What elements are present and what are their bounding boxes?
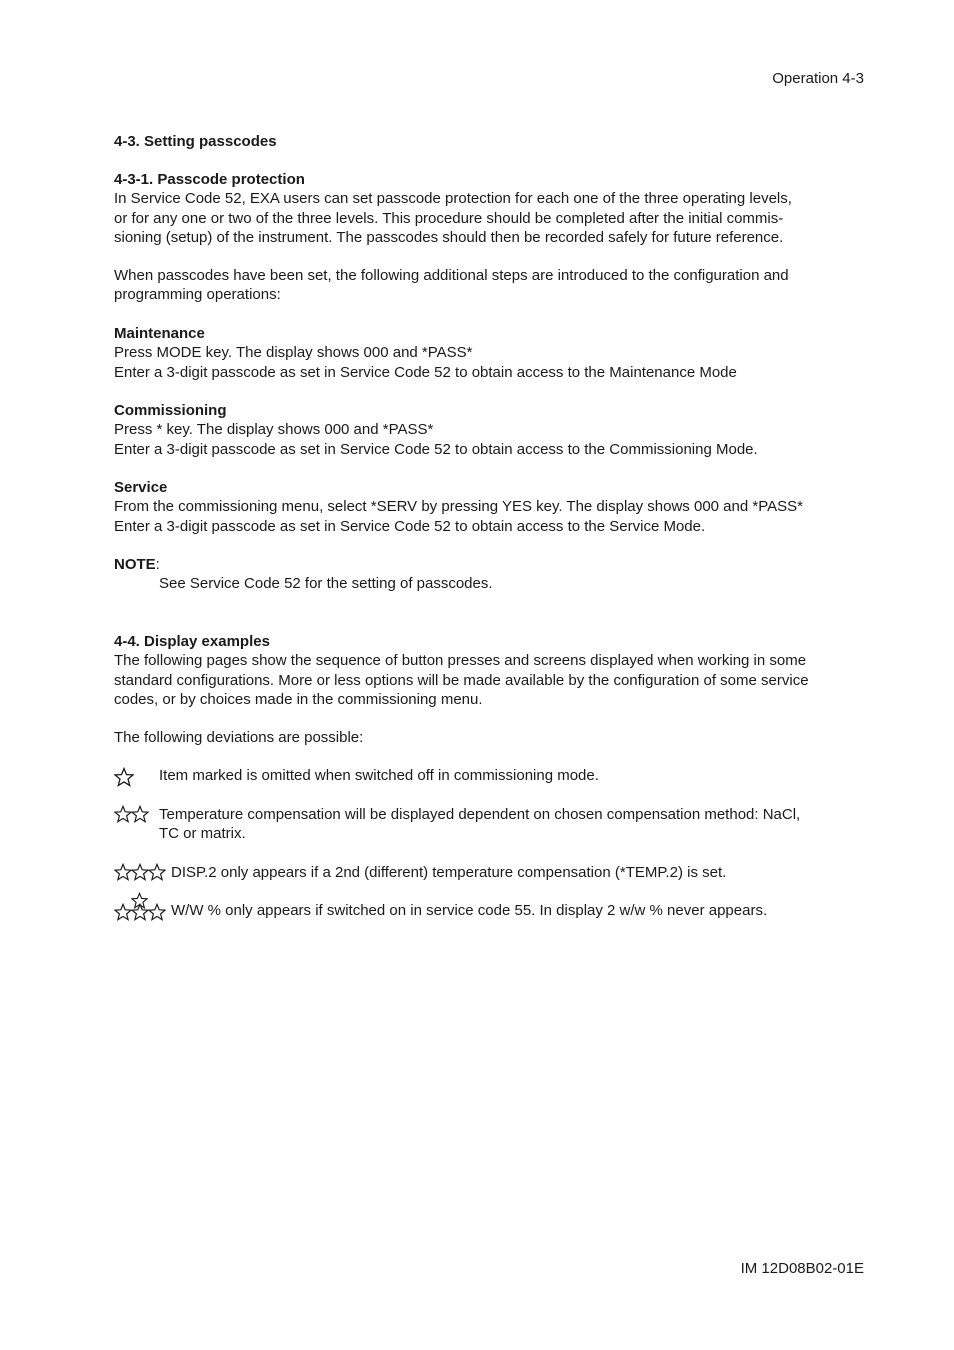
display-examples-heading: 4-4. Display examples (114, 633, 270, 650)
deviation-item: Item marked is omitted when switched off in commissioning mode. (114, 766, 866, 787)
note-text: See Service Code 52 for the setting of passcodes. (159, 575, 493, 593)
four-star-icon (114, 901, 171, 922)
deviation-item: DISP.2 only appears if a 2nd (different) temperature compensation (*TEMP.2) is set. (114, 863, 866, 883)
note-label: NOTE (114, 556, 156, 573)
maintenance-heading: Maintenance (114, 325, 205, 342)
document-number: IM 12D08B02-01E (740, 1260, 864, 1277)
deviation-item: Temperature compensation will be displayed dependent on chosen compensation method: NaCl, TC or matrix. (114, 805, 866, 844)
deviation-item: W/W % only appears if switched on in service code 55. In display 2 w/w % never appears. (114, 901, 866, 922)
note-colon: : (155, 556, 160, 573)
two-star-icon (114, 805, 159, 844)
passcode-protection-block (114, 170, 866, 247)
intro-line: sioning (setup) of the instrument. The passcodes should then be recorded safely for future reference. (114, 228, 784, 246)
commissioning-block: Commissioning Press * key. The display shows 000 and *PASS* Enter a 3-digit passcode as set in Service Code 52 to obtain access to the Commissioning Mode. (114, 401, 866, 459)
service-heading: Service (114, 479, 168, 496)
running-header: Operation 4-3 (772, 70, 864, 87)
service-block: Service From the commissioning menu, select *SERV by pressing YES key. The display shows 000 and *PASS* Enter a 3-digit passcode as set in Service Code 52 to obtain access to the Service Mode. (114, 478, 866, 536)
deviations-intro: The following deviations are possible: (114, 729, 364, 746)
note-block (114, 555, 866, 594)
one-star-icon (114, 766, 159, 787)
intro-line: In Service Code 52, EXA users can set passcode protection for each one of the three operating levels, (114, 190, 792, 208)
passcode-protection-heading: 4-3-1. Passcode protection (114, 171, 305, 188)
section-4-3-title: 4-3. Setting passcodes (114, 133, 277, 150)
intro-line: or for any one or two of the three levels. This procedure should be completed after the initial commis- (114, 209, 784, 227)
commissioning-heading: Commissioning (114, 402, 227, 419)
three-star-icon (114, 863, 171, 883)
maintenance-block: Maintenance Press MODE key. The display shows 000 and *PASS* Enter a 3-digit passcode as set in Service Code 52 to obtain access to the Maintenance Mode (114, 324, 866, 382)
display-examples-block: 4-4. Display examples The following pages show the sequence of button presses and screens displayed when working in some standard configurations. More or less options will be made available by the configuration of some service codes, or by choices made in the commissioning menu. (114, 632, 866, 709)
additional-steps-paragraph: When passcodes have been set, the following additional steps are introduced to the configuration and programming operations: (114, 267, 789, 304)
